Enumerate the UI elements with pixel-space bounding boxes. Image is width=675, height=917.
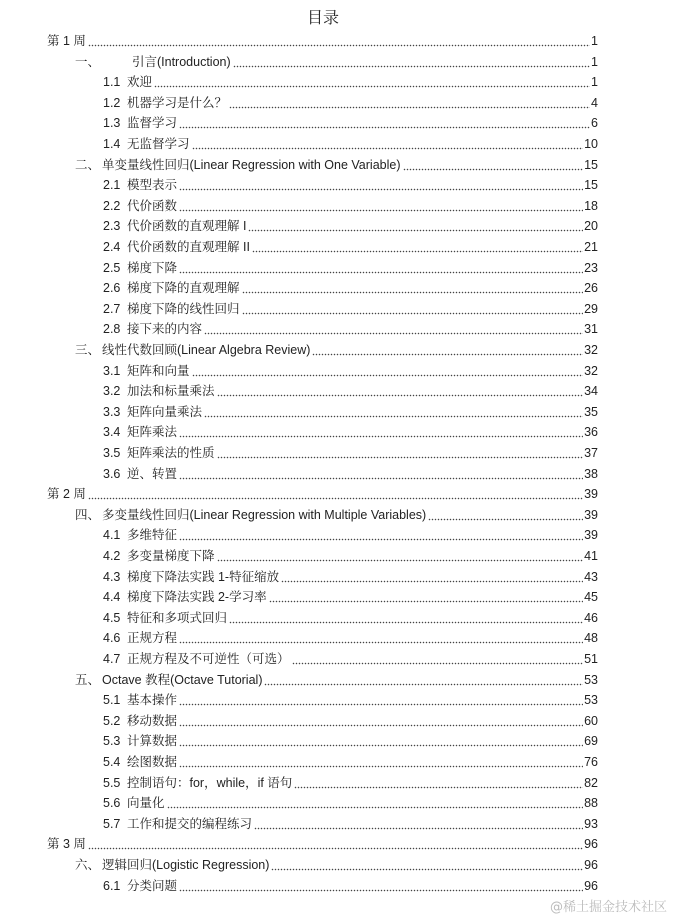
dot-leader	[179, 527, 583, 541]
toc-entry-number: 2.7	[103, 301, 121, 316]
dot-leader	[254, 816, 583, 830]
toc-entry[interactable]	[103, 320, 598, 339]
toc-entry-title: 多维特征	[127, 528, 178, 543]
toc-entry-number: 2.1	[103, 178, 121, 193]
toc-entry-page: 37	[584, 446, 598, 460]
toc-entry[interactable]	[103, 197, 598, 216]
dot-leader	[292, 651, 584, 665]
toc-entry[interactable]	[103, 300, 598, 319]
toc-entry-page: 96	[584, 878, 598, 893]
toc-entry[interactable]	[103, 403, 598, 422]
toc-entry-title: 线性代数回顾(Linear Algebra Review)	[102, 343, 311, 357]
watermark: @稀土掘金技术社区	[549, 900, 667, 915]
toc-entry-number: 2.3	[103, 219, 121, 234]
toc-entry[interactable]	[103, 629, 598, 648]
toc-entry-page: 82	[584, 775, 598, 790]
toc-entry-title: 控制语句：for，while，if 语句	[127, 775, 293, 790]
toc-entry-page: 1	[591, 54, 598, 69]
dot-leader	[179, 713, 583, 727]
dot-leader	[294, 775, 583, 789]
toc-entry[interactable]	[103, 444, 598, 463]
toc-entry-page: 10	[584, 137, 598, 151]
toc-entry-page: 39	[584, 528, 598, 543]
toc-entry[interactable]	[103, 547, 598, 566]
dot-leader	[88, 836, 583, 850]
toc-entry-page: 39	[584, 487, 598, 502]
toc-entry-page: 46	[584, 610, 598, 625]
dot-leader	[192, 136, 584, 150]
toc-entry-title: 引言(Introduction)	[132, 54, 231, 69]
toc-entry[interactable]	[103, 94, 598, 113]
toc-entry-number: 六、	[75, 858, 101, 872]
toc-entry-title: 无监督学习	[127, 137, 190, 151]
dot-leader	[179, 754, 583, 768]
toc-entry-page: 29	[584, 301, 598, 316]
toc-entry-number: 第 1 周	[47, 34, 86, 48]
toc-entry[interactable]	[75, 53, 598, 72]
toc-entry-number: 二、	[75, 157, 101, 172]
toc-entry-page: 69	[584, 734, 598, 749]
toc-entry-number: 6.1	[103, 878, 121, 893]
toc-entry[interactable]	[103, 217, 598, 236]
toc-entry[interactable]	[103, 279, 598, 298]
toc-entry[interactable]	[103, 259, 598, 278]
dot-leader	[179, 260, 583, 274]
toc-entry-title: 移动数据	[127, 713, 178, 728]
toc-entry-page: 43	[584, 569, 598, 584]
toc-entry-title: 欢迎	[127, 75, 153, 90]
dot-leader	[269, 589, 584, 603]
toc-entry-number: 2.6	[103, 281, 121, 296]
toc-entry[interactable]	[103, 114, 598, 133]
toc-entry-number: 3.2	[103, 384, 121, 399]
toc-entry-number: 2.5	[103, 260, 121, 275]
toc-entry-number: 5.1	[103, 693, 121, 708]
toc-entry-title: 梯度下降法实践 2-学习率	[127, 590, 267, 605]
toc-entry[interactable]	[103, 568, 598, 587]
dot-leader	[179, 466, 583, 480]
toc-entry-page: 38	[584, 466, 598, 481]
toc-entry[interactable]	[103, 609, 598, 628]
toc-entry-title: 梯度下降	[127, 260, 178, 275]
toc-entry-number: 4.2	[103, 549, 121, 563]
dot-leader	[167, 795, 584, 809]
toc-entry-number: 2.2	[103, 198, 121, 213]
toc-entry[interactable]	[75, 341, 598, 360]
toc-entry-page: 23	[584, 260, 598, 275]
toc-entry-title: 梯度下降法实践 1-特征缩放	[127, 569, 280, 584]
dot-leader	[179, 878, 583, 892]
toc-entry-page: 35	[584, 404, 598, 419]
dot-leader	[233, 54, 590, 68]
toc-entry[interactable]	[75, 156, 598, 175]
toc-entry-title: 工作和提交的编程练习	[127, 816, 253, 831]
toc-entry[interactable]	[47, 32, 598, 51]
toc-entry-number: 4.7	[103, 652, 121, 666]
toc-entry[interactable]	[103, 877, 598, 896]
toc-entry[interactable]	[47, 835, 598, 854]
toc-entry-page: 76	[584, 755, 598, 769]
dot-leader	[154, 74, 590, 88]
toc-entry[interactable]	[103, 382, 598, 401]
toc-entry-page: 48	[584, 631, 598, 646]
toc-entry-page: 34	[584, 384, 598, 399]
toc-entry-title: 正规方程及不可逆性（可选）	[127, 652, 290, 666]
dot-leader	[428, 507, 583, 521]
toc-entry-title: 向量化	[127, 796, 165, 811]
toc-title: 目录	[306, 8, 339, 27]
toc-entry-title: 矩阵向量乘法	[127, 404, 203, 419]
toc-entry-number: 3.5	[103, 446, 121, 460]
toc-entry[interactable]	[103, 362, 598, 381]
toc-entry-page: 39	[584, 507, 598, 522]
dot-leader	[271, 857, 583, 871]
toc-entry-number: 2.8	[103, 322, 121, 337]
toc-entry-title: 逻辑回归(Logistic Regression)	[102, 858, 270, 872]
toc-entry-title: 基本操作	[127, 693, 178, 708]
toc-entry-title: 模型表示	[127, 178, 178, 193]
dot-leader	[217, 383, 584, 397]
toc-entry-title: 矩阵和向量	[127, 363, 190, 378]
dot-leader	[248, 218, 583, 232]
dot-leader	[179, 733, 583, 747]
dot-leader	[179, 692, 583, 706]
dot-leader	[264, 672, 583, 686]
toc-entry-title: 接下来的内容	[127, 322, 203, 337]
toc-entry-number: 5.4	[103, 755, 121, 769]
toc-entry-number: 1.4	[103, 137, 121, 151]
toc-entry-title: 代价函数的直观理解 I	[127, 219, 247, 234]
toc-entry[interactable]	[103, 732, 598, 751]
dot-leader	[179, 177, 583, 191]
toc-entry-page: 93	[584, 816, 598, 831]
toc-entry-title: 计算数据	[127, 734, 178, 749]
dot-leader	[217, 445, 584, 459]
toc-entry-title: 代价函数的直观理解 II	[127, 240, 250, 254]
toc-entry-page: 15	[584, 157, 598, 172]
toc-entry-title: 矩阵乘法的性质	[127, 446, 215, 460]
toc-entry-page: 26	[584, 281, 598, 296]
dot-leader	[179, 198, 583, 212]
toc-entry-number: 5.2	[103, 713, 121, 728]
toc-entry[interactable]	[103, 774, 598, 793]
dot-leader	[217, 548, 584, 562]
toc-entry-title: 梯度下降的线性回归	[127, 301, 240, 316]
toc-entry[interactable]	[103, 176, 598, 195]
toc-entry-page: 53	[584, 672, 598, 687]
toc-entry-page: 6	[591, 116, 598, 131]
toc-entry-title: 梯度下降的直观理解	[127, 281, 240, 296]
dot-leader	[88, 33, 590, 47]
toc-entry-number: 5.5	[103, 775, 121, 790]
toc-entry-number: 4.5	[103, 610, 121, 625]
dot-leader	[192, 363, 584, 377]
toc-entry-number: 2.4	[103, 240, 121, 254]
toc-entry-page: 88	[584, 796, 598, 811]
toc-entry-page: 15	[584, 178, 598, 193]
toc-entry-page: 31	[584, 322, 598, 337]
toc-entry-page: 96	[584, 858, 598, 872]
toc-entry-page: 4	[591, 95, 598, 110]
toc-entry-number: 第 3 周	[47, 837, 86, 852]
toc-entry-number: 四、	[75, 507, 101, 522]
toc-entry-title: Octave 教程(Octave Tutorial)	[102, 672, 263, 687]
toc-entry-number: 4.3	[103, 569, 121, 584]
toc-entry-page: 32	[584, 343, 598, 357]
toc-entry-page: 20	[584, 219, 598, 234]
toc-entry-title: 代价函数	[127, 198, 178, 213]
dot-leader	[204, 321, 583, 335]
toc-entry-number: 4.6	[103, 631, 121, 646]
dot-leader	[229, 95, 590, 109]
toc-entry[interactable]	[75, 671, 598, 690]
toc-entry[interactable]	[75, 856, 598, 875]
toc-entry-page: 1	[591, 75, 598, 90]
dot-leader	[242, 280, 584, 294]
toc-entry[interactable]	[103, 712, 598, 731]
toc-entry-page: 51	[584, 652, 598, 666]
toc-entry-number: 五、	[75, 672, 101, 687]
toc-entry-page: 45	[584, 590, 598, 605]
toc-entry-title: 多变量梯度下降	[127, 549, 215, 563]
toc-entry[interactable]	[103, 465, 598, 484]
toc-entry-number: 5.6	[103, 796, 121, 811]
toc-entry-number: 第 2 周	[47, 487, 86, 502]
toc-entry-number: 1.3	[103, 116, 121, 131]
toc-entry[interactable]	[103, 650, 598, 669]
toc-entry-page: 21	[584, 240, 598, 254]
toc-entry-title: 逆、转置	[127, 466, 178, 481]
toc-entry[interactable]	[103, 588, 598, 607]
dot-leader	[179, 630, 583, 644]
toc-entry-page: 60	[584, 713, 598, 728]
dot-leader	[281, 569, 583, 583]
toc-entry[interactable]	[47, 485, 598, 504]
toc-entry-title: 机器学习是什么？	[127, 95, 228, 110]
toc-entry-title: 正规方程	[127, 631, 178, 646]
toc-entry-number: 4.1	[103, 528, 121, 543]
toc-entry[interactable]	[75, 506, 598, 525]
toc-entry-title: 加法和标量乘法	[127, 384, 215, 399]
toc-entry[interactable]	[103, 526, 598, 545]
toc-entry-number: 3.6	[103, 466, 121, 481]
toc-entry-number: 3.1	[103, 363, 121, 378]
toc-entry-number: 4.4	[103, 590, 121, 605]
dot-leader	[312, 342, 583, 356]
toc-entry-title: 绘图数据	[127, 755, 178, 769]
toc-entry-title: 分类问题	[127, 878, 178, 893]
toc-entry-title: 监督学习	[127, 116, 178, 131]
toc-entry[interactable]	[103, 794, 598, 813]
toc-entry-title: 特征和多项式回归	[127, 610, 228, 625]
toc-entry-page: 41	[584, 549, 598, 563]
dot-leader	[179, 424, 583, 438]
toc-entry-page: 36	[584, 425, 598, 440]
toc-entry[interactable]	[103, 423, 598, 442]
toc-entry[interactable]	[103, 815, 598, 834]
dot-leader	[204, 404, 583, 418]
dot-leader	[252, 239, 583, 253]
toc-entry-page: 18	[584, 198, 598, 213]
toc-entry[interactable]	[103, 135, 598, 154]
dot-leader	[179, 115, 590, 129]
toc-entry[interactable]	[103, 691, 598, 710]
toc-entry-number: 1.2	[103, 95, 121, 110]
toc-entry-page: 32	[584, 363, 598, 378]
toc-entry-number: 3.4	[103, 425, 121, 440]
dot-leader	[403, 157, 584, 171]
toc-entry-page: 96	[584, 837, 598, 852]
toc-entry[interactable]	[103, 753, 598, 772]
toc-entry-page: 53	[584, 693, 598, 708]
toc-entry-title: 矩阵乘法	[127, 425, 178, 440]
dot-leader	[242, 301, 584, 315]
toc-entry-title: 单变量线性回归(Linear Regression with One Variable)	[102, 157, 401, 172]
toc-entry-number: 5.3	[103, 734, 121, 749]
toc-entry-number: 5.7	[103, 816, 121, 831]
toc-entry-number: 三、	[75, 343, 101, 357]
dot-leader	[88, 486, 583, 500]
toc-entry-title: 多变量线性回归(Linear Regression with Multiple Variables)	[102, 507, 427, 522]
toc-entry[interactable]	[103, 73, 598, 92]
toc-entry-page: 1	[591, 34, 598, 48]
toc-entry-number: 一、	[75, 54, 101, 69]
toc-entry[interactable]	[103, 238, 598, 257]
toc-entry-number: 3.3	[103, 404, 121, 419]
dot-leader	[229, 610, 583, 624]
toc-entry-number: 1.1	[103, 75, 121, 90]
